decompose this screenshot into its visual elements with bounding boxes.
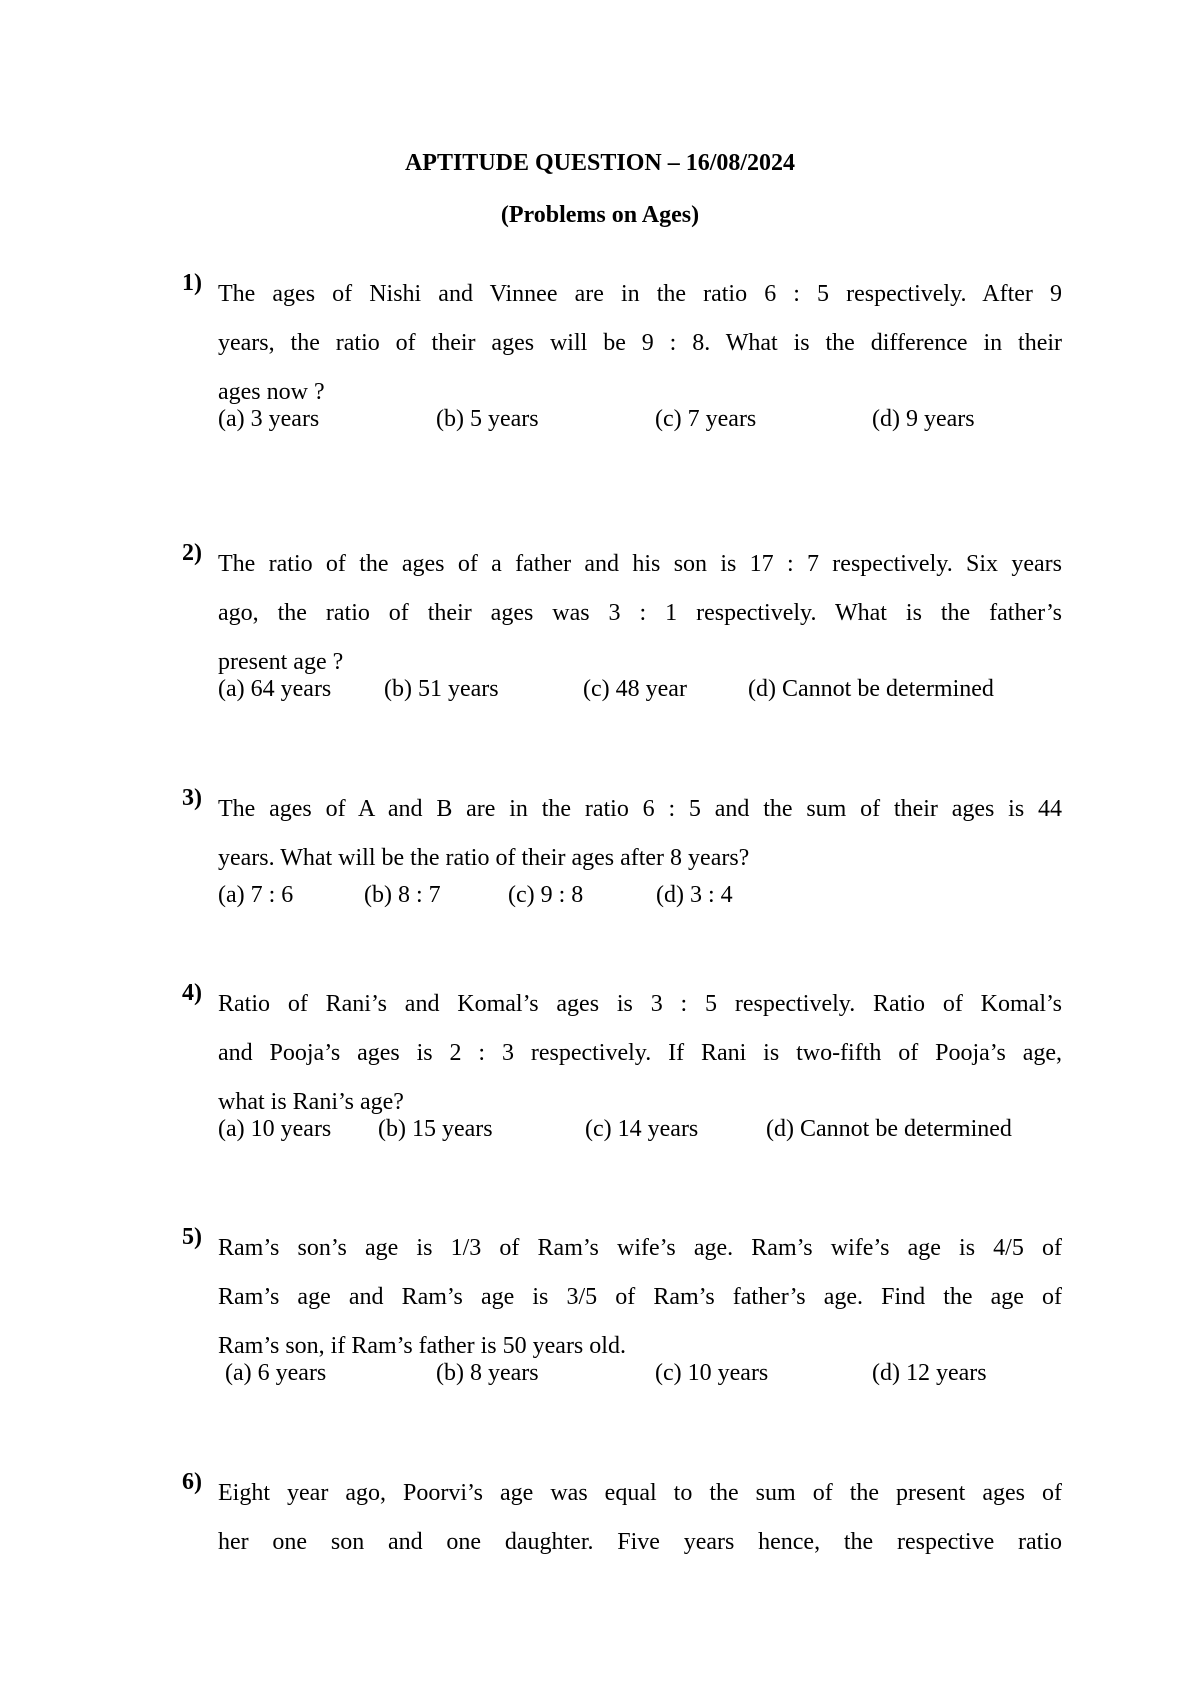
option-b: (b) 5 years	[436, 406, 539, 432]
answer-options	[218, 1116, 1062, 1146]
option-c: (c) 48 year	[583, 676, 687, 702]
question-line: Eight year ago, Poorvi’s age was equal to the sum of the present ages of	[218, 1480, 1062, 1506]
question-number: 3)	[182, 785, 202, 811]
question-text	[218, 980, 1062, 1127]
option-d: (d) 9 years	[872, 406, 975, 432]
question-number: 4)	[182, 980, 202, 1006]
question-text	[218, 1224, 1062, 1371]
option-d: (d) Cannot be determined	[748, 676, 994, 702]
question-line: Ratio of Rani’s and Komal’s ages is 3 : 5 respectively. Ratio of Komal’s	[218, 991, 1062, 1017]
page-title: APTITUDE QUESTION – 16/08/2024	[404, 150, 796, 176]
question-number: 2)	[182, 540, 202, 566]
question-line: The ages of Nishi and Vinnee are in the ratio 6 : 5 respectively. After 9	[218, 281, 1062, 307]
answer-options	[218, 1360, 1062, 1390]
option-c: (c) 7 years	[655, 406, 757, 432]
option-a: (a) 3 years	[218, 406, 320, 432]
answer-options	[218, 406, 1062, 436]
question-text	[218, 270, 1062, 417]
option-a: (a) 6 years	[225, 1360, 327, 1386]
question-text	[218, 1469, 1062, 1567]
option-c: (c) 10 years	[655, 1360, 769, 1386]
option-a: (a) 7 : 6	[218, 882, 294, 908]
option-b: (b) 15 years	[378, 1116, 493, 1142]
question-line: The ratio of the ages of a father and his son is 17 : 7 respectively. Six years	[218, 551, 1062, 577]
question-line: The ages of A and B are in the ratio 6 : 5 and the sum of their ages is 44	[218, 796, 1062, 822]
question-line: years. What will be the ratio of their ages after 8 years?	[218, 845, 750, 871]
answer-options	[218, 676, 1062, 706]
question-line: her one son and one daughter. Five years hence, the respective ratio	[218, 1529, 1062, 1555]
option-c: (c) 14 years	[585, 1116, 699, 1142]
question-line: ago, the ratio of their ages was 3 : 1 respectively. What is the father’s	[218, 600, 1062, 626]
question-line: Ram’s son, if Ram’s father is 50 years old.	[218, 1333, 626, 1359]
option-a: (a) 64 years	[218, 676, 332, 702]
question-text	[218, 785, 1062, 883]
option-b: (b) 51 years	[384, 676, 499, 702]
option-c: (c) 9 : 8	[508, 882, 584, 908]
question-line: what is Rani’s age?	[218, 1089, 404, 1115]
option-a: (a) 10 years	[218, 1116, 332, 1142]
page-subtitle: (Problems on Ages)	[500, 202, 700, 228]
question-line: Ram’s son’s age is 1/3 of Ram’s wife’s age. Ram’s wife’s age is 4/5 of	[218, 1235, 1062, 1261]
question-line: and Pooja’s ages is 2 : 3 respectively. If Rani is two-fifth of Pooja’s age,	[218, 1040, 1062, 1066]
option-b: (b) 8 : 7	[364, 882, 441, 908]
question-number: 5)	[182, 1224, 202, 1250]
option-d: (d) Cannot be determined	[766, 1116, 1012, 1142]
option-d: (d) 12 years	[872, 1360, 987, 1386]
question-line: ages now ?	[218, 379, 325, 405]
option-d: (d) 3 : 4	[656, 882, 733, 908]
question-line: present age ?	[218, 649, 344, 675]
question-line: Ram’s age and Ram’s age is 3/5 of Ram’s father’s age. Find the age of	[218, 1284, 1062, 1310]
question-text	[218, 540, 1062, 687]
answer-options	[218, 882, 1062, 912]
option-b: (b) 8 years	[436, 1360, 539, 1386]
question-number: 6)	[182, 1469, 202, 1495]
question-line: years, the ratio of their ages will be 9 : 8. What is the difference in their	[218, 330, 1062, 356]
question-number: 1)	[182, 270, 202, 296]
